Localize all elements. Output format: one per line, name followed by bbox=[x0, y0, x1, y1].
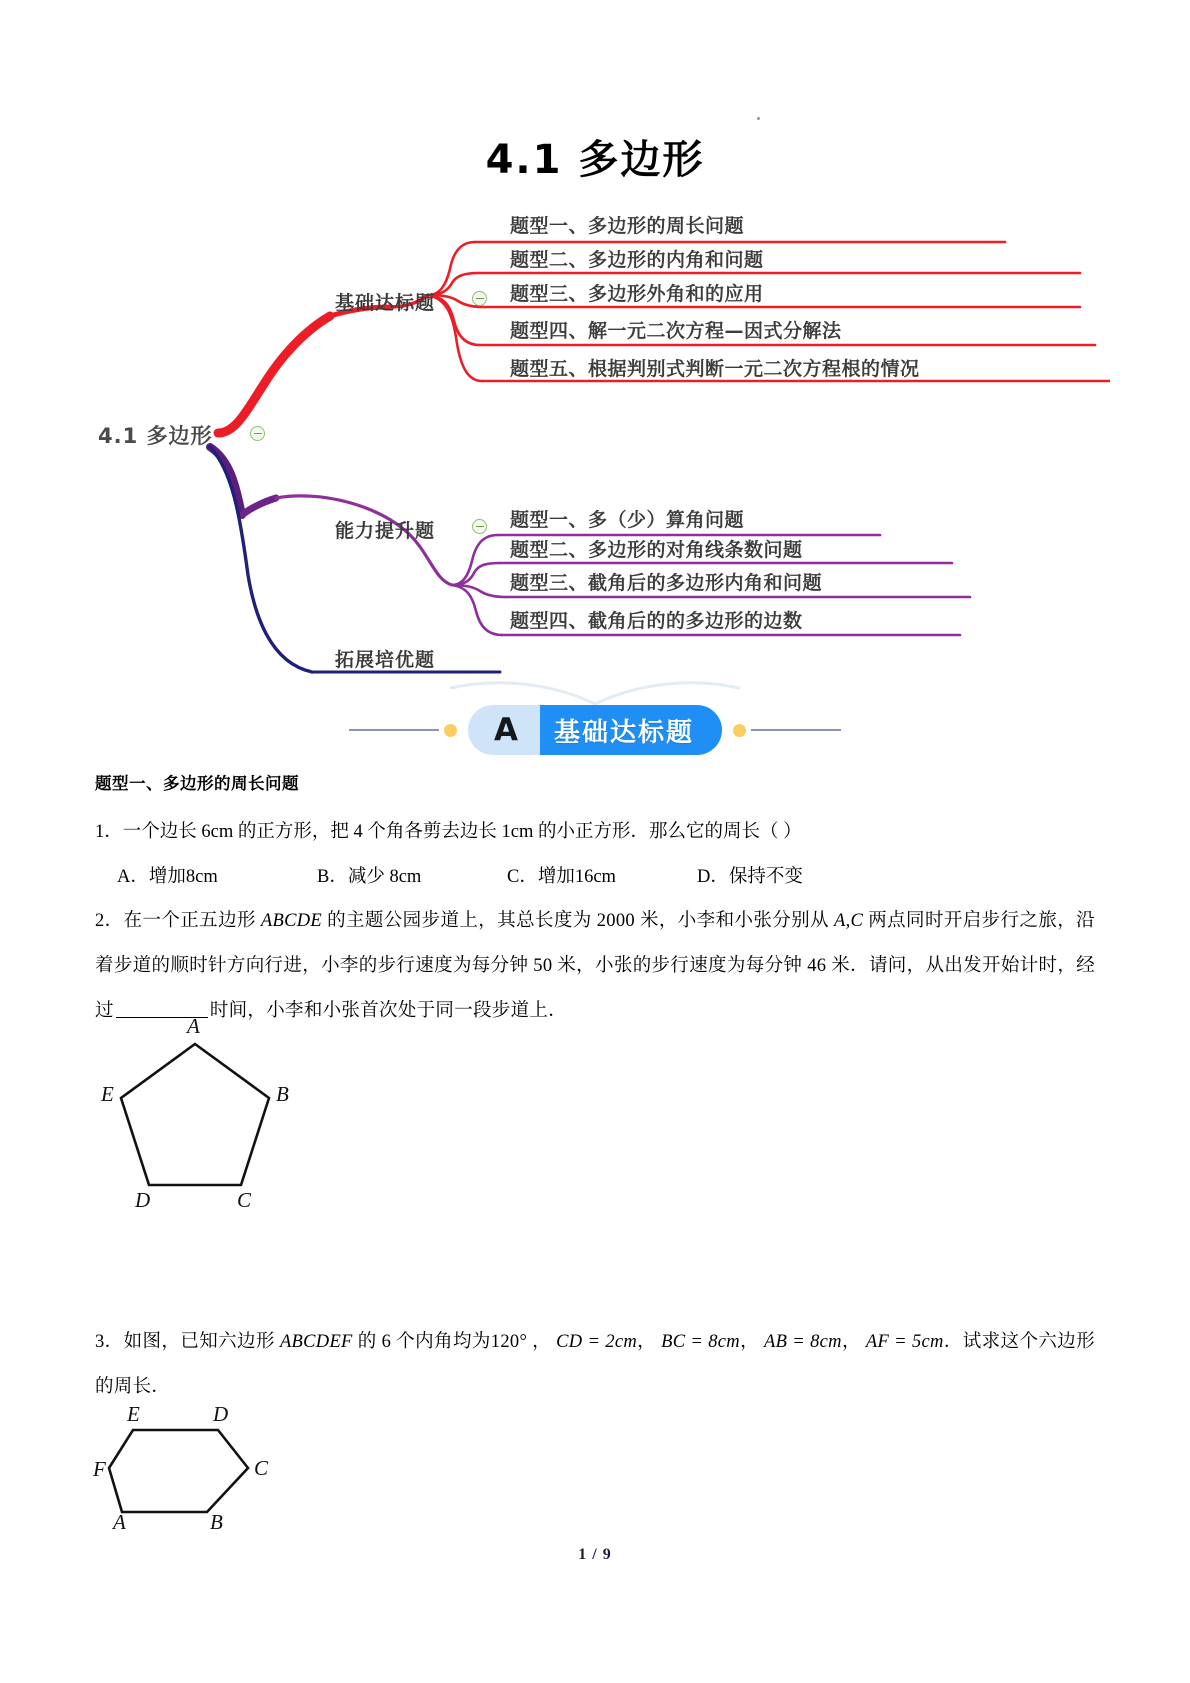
banner-line-left bbox=[349, 729, 439, 731]
pentagon-vertex-C: C bbox=[237, 1188, 252, 1212]
option-c[interactable]: C．增加16cm bbox=[507, 867, 616, 887]
question-1-text bbox=[95, 810, 1095, 855]
page-title: 4.1 多边形 bbox=[485, 137, 705, 183]
question-1-number: 1 bbox=[95, 822, 105, 842]
banner-pill bbox=[468, 705, 722, 755]
banner-bullet-right bbox=[733, 724, 746, 737]
mindmap-leaf-0-4: 题型五、根据判别式判断一元二次方程根的情况 bbox=[510, 358, 920, 380]
question-2-shape-name: ABCDE bbox=[260, 911, 323, 931]
hexagon-vertex-B: B bbox=[210, 1510, 223, 1534]
option-a[interactable]: A．增加8cm bbox=[117, 867, 218, 887]
mindmap-leaf-1-1: 题型二、多边形的对角线条数问题 bbox=[510, 539, 803, 561]
collapse-toggle-branch-1[interactable] bbox=[472, 519, 487, 534]
question-2-points: A,C bbox=[834, 911, 864, 931]
pentagon-vertex-B: B bbox=[276, 1082, 289, 1106]
figure-pentagon bbox=[95, 1014, 295, 1227]
question-3-eq-cd: CD = 2cm bbox=[556, 1332, 638, 1352]
mindmap bbox=[80, 185, 1110, 685]
mindmap-leaf-0-0: 题型一、多边形的周长问题 bbox=[510, 215, 745, 237]
question-1-dot: ． bbox=[104, 822, 123, 842]
question-3-eq-ab: AB = 8cm bbox=[764, 1332, 842, 1352]
question-3-part3: ．试求这个六边形的周长． bbox=[95, 1332, 1096, 1397]
question-3-eq-af: AF = 5cm bbox=[865, 1332, 944, 1352]
question-3-part1: 3．如图，已知六边形 bbox=[95, 1332, 275, 1352]
pentagon-shape bbox=[95, 1022, 295, 1222]
question-3-part2: 的 6 个内角均为120° ， bbox=[357, 1332, 552, 1352]
question-3-text: 3．如图，已知六边形 ABCDEF 的 6 个内角均为120° ， CD = 2cm， BC = 8cm， AB = 8cm， AF = 5cm．试求这个六边形的周长． bbox=[95, 1332, 1096, 1397]
mindmap-leaf-1-3: 题型四、截角后的的多边形的边数 bbox=[510, 610, 803, 632]
hexagon-vertex-F: F bbox=[93, 1457, 106, 1481]
banner-letter: A bbox=[468, 705, 540, 755]
question-2-part1: 2．在一个正五边形 bbox=[95, 911, 256, 931]
collapse-toggle-branch-0[interactable] bbox=[472, 291, 487, 306]
mindmap-leaf-1-0: 题型一、多（少）算角问题 bbox=[510, 509, 745, 531]
question-3-eq-bc: BC = 8cm bbox=[661, 1332, 740, 1352]
option-b[interactable]: B．减少 8cm bbox=[317, 867, 422, 887]
option-d[interactable]: D．保持不变 bbox=[697, 867, 803, 887]
figure-hexagon bbox=[93, 1400, 305, 1534]
mindmap-root-label: 4.1 多边形 bbox=[98, 424, 213, 448]
stray-dot-mark bbox=[757, 117, 760, 120]
page-number: 1 / 9 bbox=[578, 1546, 612, 1563]
mindmap-branch-label-2: 拓展培优题 bbox=[335, 649, 436, 671]
hexagon-vertex-D: D bbox=[213, 1402, 229, 1426]
question-1-options bbox=[95, 855, 1095, 899]
hexagon-vertex-A: A bbox=[113, 1510, 126, 1534]
hexagon-vertex-C: C bbox=[254, 1456, 269, 1480]
pentagon-vertex-A: A bbox=[187, 1014, 200, 1038]
banner-title: 基础达标题 bbox=[540, 705, 722, 755]
banner-bullet-left bbox=[444, 724, 457, 737]
mindmap-leaf-0-3: 题型四、解一元二次方程—因式分解法 bbox=[510, 320, 842, 342]
question-2-part4: 时间，小李和小张首次处于同一段步道上． bbox=[209, 1001, 568, 1021]
collapse-toggle-root[interactable] bbox=[250, 426, 265, 441]
banner-line-right bbox=[751, 729, 841, 731]
mindmap-leaf-0-1: 题型二、多边形的内角和问题 bbox=[510, 249, 764, 271]
question-3-block bbox=[95, 1320, 1095, 1410]
mindmap-leaf-1-2: 题型三、截角后的多边形内角和问题 bbox=[510, 572, 823, 594]
question-2-part3: 两点同时开启步行之旅，沿着步道的顺时针方向行进，小李的步行速度为每分钟 50 米，小张的步行速度为每分钟 46 米．请问，从出发开始计时，经过 bbox=[95, 911, 1095, 1021]
section-heading: 题型一、多边形的周长问题 bbox=[95, 774, 299, 793]
question-2-part2: 的主题公园步道上，其总长度为 2000 米，小李和小张分别从 bbox=[327, 911, 829, 931]
hexagon-vertex-E: E bbox=[127, 1402, 140, 1426]
pentagon-vertex-D: D bbox=[135, 1188, 151, 1212]
mindmap-branch-label-0: 基础达标题 bbox=[335, 292, 436, 314]
question-3-shape-name: ABCDEF bbox=[279, 1332, 353, 1352]
question-1-body: 一个边长 6cm 的正方形，把 4 个角各剪去边长 1cm 的小正方形．那么它的周长（ ） bbox=[122, 822, 802, 842]
section-banner bbox=[0, 690, 1190, 770]
mindmap-branch-label-1: 能力提升题 bbox=[335, 520, 436, 542]
mindmap-leaf-0-2: 题型三、多边形外角和的应用 bbox=[510, 283, 764, 305]
pentagon-vertex-E: E bbox=[101, 1082, 114, 1106]
question-2-text bbox=[95, 899, 1095, 1034]
question-content bbox=[95, 770, 1095, 1034]
